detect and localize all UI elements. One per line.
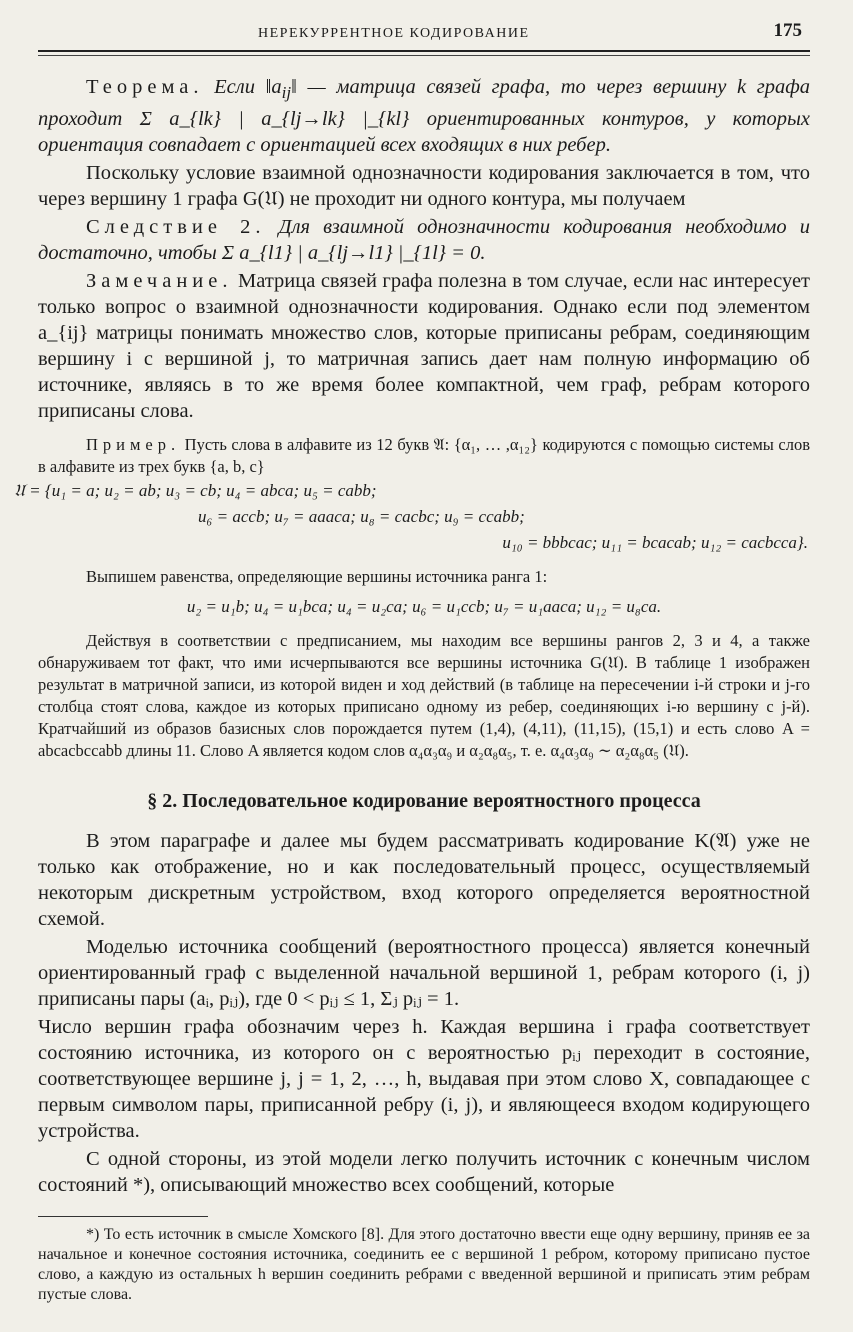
header-rule [38,50,810,52]
footnote: *) То есть источник в смысле Хомского [8]. Для этого достаточно ввести еще одну вершину, приняв ее за начальное и конечное состояния источника, соединить ее с вершиной 1 ребром, которому приписано пустое слово, а каждую из остальных h вершин соединить ребрами с введенной вершиной и приписать этим ребрам пустые слова. [38,1226,810,1304]
theorem-label: Теорема. [86,76,204,98]
section-paragraph-3: Число вершин графа обозначим через h. Каждая вершина i графа соответствует состоянию источника, из которого он с вероятностью pᵢⱼ переходит в состояние, соответствующее вершине j, j = 1, 2, …, h, выдавая при этом слово X, совпадающее с первым символом пары, приписанной ребру (i, j), и являющееся входом кодирующего устройства. [38,1016,810,1143]
section-heading: § 2. Последовательное кодирование вероятностного процесса [147,790,701,813]
remark-text: Матрица связей графа полезна в том случае, если нас интересует только вопрос о взаимной однозначности кодирования. Однако если под элементом a_{ij} матрицы понимать множество слов, которые приписаны ребрам, соединяющим вершину i с вершиной j, то матричная запись дает нам полную информацию об источнике, являясь в то же время более компактной, чем граф, ребрам которого приписаны слова. [38,270,810,423]
corollary [38,214,810,266]
page-number: 175 [773,20,802,41]
section-paragraph-2: Моделью источника сообщений (вероятностного процесса) является конечный ориентированный граф с выделенной начальной вершиной 1, ребрам которого (i, j) приписаны пары (aᵢ, pᵢⱼ), где 0 < pᵢⱼ ≤ 1, Σⱼ pᵢⱼ = 1. [38,936,810,1011]
theorem-formula: Σ a_{lk} | a_{lj→lk} |_{kl} [139,108,410,131]
example [38,434,810,478]
section-paragraph-1: В этом параграфе и далее мы будем рассматривать кодирование K(𝔄) уже не только как отображение, но и как последовательный процесс, осуществляемый некоторым дискретным устройством, вход которого определяется вероятностной схемой. [38,830,810,931]
theorem: Теорема. Если $‖a_{ij}‖$ — матрица связей графа, то через вершину k графа проходит Σ a_{lk} | a_{lj→lk} |_{kl} ориентированных контуров, у которых ориентация совпадает с ориентацией всех входящих в них ребер. [38,76,810,157]
corollary-label: Следствие 2. [86,216,266,239]
example-block [14,434,810,762]
paragraph-uniqueness: Поскольку условие взаимной однозначности кодирования заключается в том, что через вершину 1 графа G(𝔘) не проходит ни одного контура, мы получаем [38,162,810,211]
remark-label: Замечание. [86,270,233,293]
page-header [38,18,810,48]
source-vertices-intro: Выпишем равенства, определяющие вершины источника ранга 1: [86,567,548,587]
corollary-formula: Σ a_{l1} | a_{lj→l1} |_{1l} = 0. [221,242,486,265]
main-text [14,74,811,1305]
running-title: НЕРЕКУРРЕНТНОЕ КОДИРОВАНИЕ [258,26,530,41]
theorem-text-2: ‖ — матрица связей графа, то через вершину k графа проходит [38,76,810,131]
corollary-text: Для взаимной однозначности кодирования необходимо и достаточно, чтобы [38,216,811,265]
example-label: Пример. [86,435,181,455]
equation-line-4: u₂ = u₁b; u₄ = u₁bca; u₄ = u₂ca; u₆ = u₁ccb; u₇ = u₁aaca; u₁₂ = u₈ca. [186,597,662,617]
book-page [14,18,811,1305]
theorem-text-1: Если ‖a [214,76,282,98]
footnote-rule [38,1216,208,1217]
equation-line-2: u₆ = accb; u₇ = aaaca; u₈ = cacbc; u₉ = ccabb; [198,507,525,527]
section-paragraph-4: С одной стороны, из этой модели легко получить источник с конечным числом состояний *), описывающий множество всех сообщений, которые [38,1148,810,1197]
header-rule-thin [38,55,810,56]
paragraph-action: Действуя в соответствии с предписанием, мы находим все вершины рангов 2, 3 и 4, а также обнаруживаем тот факт, что ими исчерпываются все вершины источника G(𝔘). В таблице 1 изображен результат в матричной записи, из которой виден и ход действий (в таблице на пересечении i-й строки и j-го столбца стоят слова, каждое из которых приписано одному из ребер, соединяющих i-ю вершину с j-й). Кратчайший из образов базисных слов порождается путем (1,4), (4,11), (11,15), (15,1) и есть слово A = abcacbccabb длины 11. Слово A является кодом слов α₄α₃α₉ и α₂α₈α₅, т. е. α₄α₃α₉ ∼ α₂α₈α₅ (𝔘). [38,631,810,761]
equation-line-3: u₁₀ = bbbcac; u₁₁ = bcacab; u₁₂ = cacbcca}. [502,533,808,553]
remark [38,268,810,424]
equation-line-1: 𝔘 = {u₁ = a; u₂ = ab; u₃ = cb; u₄ = abca; u₅ = cabb; [14,481,377,501]
example-text: Пусть слова в алфавите из 12 букв 𝔄: {α₁, … ,α₁₂} кодируются с помощью системы слов в алфавите из трех букв {a, b, c} [38,435,810,477]
theorem-text-3: ориентированных контуров, у которых ориентация совпадает с ориентацией всех входящих в них ребер. [38,108,810,157]
